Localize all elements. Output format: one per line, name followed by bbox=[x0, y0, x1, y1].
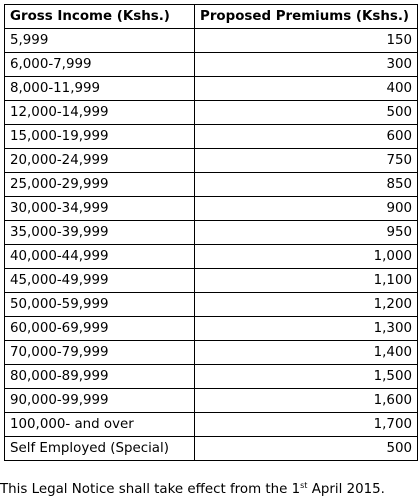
gross-income-cell: 15,000-19,999 bbox=[5, 125, 195, 149]
proposed-premium-cell: 1,200 bbox=[195, 293, 418, 317]
proposed-premium-cell: 500 bbox=[195, 101, 418, 125]
legal-notice-text bbox=[0, 481, 385, 499]
table-header-row bbox=[5, 5, 418, 29]
gross-income-cell: 50,000-59,999 bbox=[5, 293, 195, 317]
table-row bbox=[5, 77, 418, 101]
proposed-premium-cell: 1,600 bbox=[195, 389, 418, 413]
table-row bbox=[5, 53, 418, 77]
proposed-premium-cell: 600 bbox=[195, 125, 418, 149]
table-row bbox=[5, 437, 418, 461]
table-row bbox=[5, 149, 418, 173]
proposed-premium-cell: 1,700 bbox=[195, 413, 418, 437]
table-row bbox=[5, 341, 418, 365]
gross-income-cell: 35,000-39,999 bbox=[5, 221, 195, 245]
table-row bbox=[5, 317, 418, 341]
column-header-proposed-premiums: Proposed Premiums (Kshs.) bbox=[195, 5, 418, 29]
gross-income-cell: 12,000-14,999 bbox=[5, 101, 195, 125]
gross-income-cell: 80,000-89,999 bbox=[5, 365, 195, 389]
proposed-premium-cell: 1,300 bbox=[195, 317, 418, 341]
gross-income-cell: 5,999 bbox=[5, 29, 195, 53]
proposed-premium-cell: 750 bbox=[195, 149, 418, 173]
gross-income-cell: Self Employed (Special) bbox=[5, 437, 195, 461]
gross-income-cell: 100,000- and over bbox=[5, 413, 195, 437]
table-row bbox=[5, 389, 418, 413]
table-body bbox=[5, 29, 418, 461]
notice-text-start: This Legal Notice shall take effect from the 1 bbox=[0, 482, 301, 497]
notice-date-superscript: st bbox=[300, 481, 308, 490]
notice-text-end: April 2015. bbox=[307, 482, 385, 497]
column-header-gross-income: Gross Income (Kshs.) bbox=[5, 5, 195, 29]
table-row bbox=[5, 365, 418, 389]
proposed-premium-cell: 1,000 bbox=[195, 245, 418, 269]
proposed-premium-cell: 1,400 bbox=[195, 341, 418, 365]
table-row bbox=[5, 293, 418, 317]
table-row bbox=[5, 125, 418, 149]
proposed-premium-cell: 1,100 bbox=[195, 269, 418, 293]
gross-income-cell: 20,000-24,999 bbox=[5, 149, 195, 173]
proposed-premium-cell: 1,500 bbox=[195, 365, 418, 389]
table-row bbox=[5, 245, 418, 269]
table-row bbox=[5, 173, 418, 197]
proposed-premium-cell: 400 bbox=[195, 77, 418, 101]
premium-table bbox=[4, 4, 418, 461]
gross-income-cell: 30,000-34,999 bbox=[5, 197, 195, 221]
table-row bbox=[5, 413, 418, 437]
gross-income-cell: 45,000-49,999 bbox=[5, 269, 195, 293]
proposed-premium-cell: 900 bbox=[195, 197, 418, 221]
proposed-premium-cell: 150 bbox=[195, 29, 418, 53]
gross-income-cell: 6,000-7,999 bbox=[5, 53, 195, 77]
table-row bbox=[5, 101, 418, 125]
table-row bbox=[5, 29, 418, 53]
table-row bbox=[5, 269, 418, 293]
gross-income-cell: 70,000-79,999 bbox=[5, 341, 195, 365]
gross-income-cell: 25,000-29,999 bbox=[5, 173, 195, 197]
table-row bbox=[5, 197, 418, 221]
gross-income-cell: 90,000-99,999 bbox=[5, 389, 195, 413]
proposed-premium-cell: 500 bbox=[195, 437, 418, 461]
proposed-premium-cell: 950 bbox=[195, 221, 418, 245]
gross-income-cell: 60,000-69,999 bbox=[5, 317, 195, 341]
gross-income-cell: 40,000-44,999 bbox=[5, 245, 195, 269]
proposed-premium-cell: 300 bbox=[195, 53, 418, 77]
gross-income-cell: 8,000-11,999 bbox=[5, 77, 195, 101]
table-row bbox=[5, 221, 418, 245]
proposed-premium-cell: 850 bbox=[195, 173, 418, 197]
